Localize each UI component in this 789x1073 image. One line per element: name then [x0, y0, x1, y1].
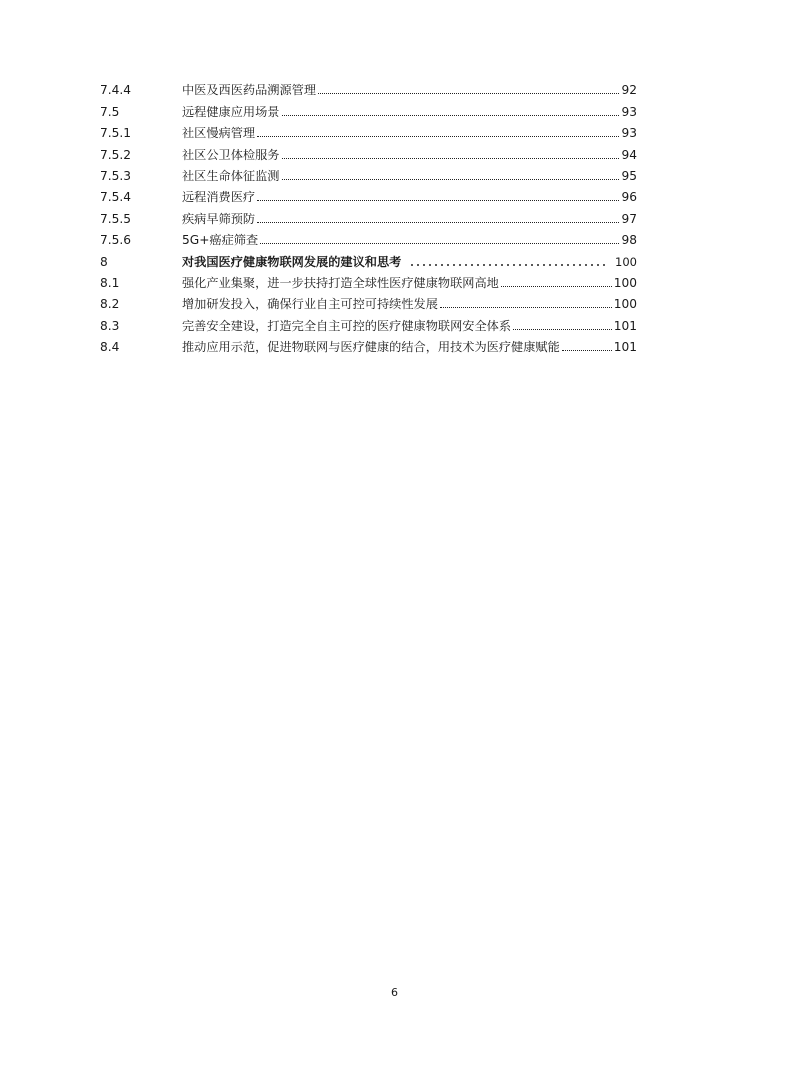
toc-entry-number: 7.5 — [100, 104, 120, 119]
toc-dot-leader — [282, 158, 620, 159]
toc-entry-page: 100 — [613, 297, 637, 312]
toc-entry-number: 8.2 — [100, 297, 120, 312]
toc-dot-leader — [257, 222, 619, 223]
toc-entry-page: 94 — [621, 147, 637, 162]
toc-dot-leader — [409, 264, 607, 266]
toc-entry-title: 对我国医疗健康物联网发展的建议和思考 — [182, 254, 402, 269]
toc-entry-title: 远程消费医疗 — [182, 190, 256, 205]
toc-entry-page: 92 — [621, 83, 637, 98]
toc-entry-title: 5G+癌症筛查 — [182, 233, 259, 248]
toc-chapter-entry[interactable] — [100, 247, 637, 268]
toc-entry-title: 远程健康应用场景 — [182, 104, 280, 119]
toc-entry[interactable] — [100, 162, 637, 183]
toc-entry-page: 97 — [621, 211, 637, 226]
toc-entry[interactable] — [100, 76, 637, 97]
toc-entry-title: 疾病早筛预防 — [182, 211, 256, 226]
toc-entry[interactable] — [100, 226, 637, 247]
toc-entry[interactable] — [100, 183, 637, 204]
toc-entry-number: 7.5.6 — [100, 233, 132, 248]
toc-entry-title: 社区公卫体检服务 — [182, 147, 280, 162]
toc-entry-page: 100 — [613, 275, 637, 290]
toc-dot-leader — [257, 200, 619, 201]
toc-entry[interactable] — [100, 290, 637, 311]
toc-entry-number: 8.3 — [100, 318, 120, 333]
toc-entry-title: 推动应用示范，促进物联网与医疗健康的结合，用技术为医疗健康赋能 — [182, 340, 560, 355]
toc-entry-title: 增加研发投入，确保行业自主可控可持续性发展 — [182, 297, 438, 312]
toc-entry-number: 7.4.4 — [100, 83, 132, 98]
toc-entry-page: 93 — [621, 126, 637, 141]
toc-entry-number: 7.5.1 — [100, 126, 132, 141]
toc-entry-page: 98 — [621, 233, 637, 248]
toc-entry-number: 8 — [100, 254, 108, 269]
table-of-contents — [100, 76, 637, 354]
toc-dot-leader — [513, 329, 612, 330]
toc-entry-page: 95 — [621, 168, 637, 183]
toc-entry-page: 101 — [613, 340, 637, 355]
toc-entry-number: 7.5.4 — [100, 190, 132, 205]
toc-entry-page: 101 — [613, 318, 637, 333]
toc-dot-leader — [440, 307, 612, 308]
toc-entry-title: 中医及西医药品溯源管理 — [182, 83, 317, 98]
toc-dot-leader — [282, 115, 620, 116]
toc-entry-number: 7.5.5 — [100, 211, 132, 226]
toc-entry[interactable] — [100, 204, 637, 225]
toc-entry[interactable] — [100, 333, 637, 354]
toc-entry-title: 社区慢病管理 — [182, 126, 256, 141]
page-number: 6 — [391, 986, 398, 999]
toc-entry-title: 完善安全建设，打造完全自主可控的医疗健康物联网安全体系 — [182, 318, 512, 333]
toc-dot-leader — [260, 243, 619, 244]
toc-entry[interactable] — [100, 97, 637, 118]
toc-entry[interactable] — [100, 140, 637, 161]
toc-entry-page: 96 — [621, 190, 637, 205]
toc-entry-page: 93 — [621, 104, 637, 119]
toc-entry-title: 强化产业集聚，进一步扶持打造全球性医疗健康物联网高地 — [182, 275, 499, 290]
toc-entry-number: 8.1 — [100, 275, 120, 290]
toc-entry-title: 社区生命体征监测 — [182, 168, 280, 183]
toc-entry-number: 7.5.3 — [100, 168, 132, 183]
toc-dot-leader — [501, 286, 612, 287]
toc-entry-page: 100 — [615, 254, 637, 269]
toc-entry[interactable] — [100, 119, 637, 140]
toc-dot-leader — [282, 179, 620, 180]
toc-entry-number: 8.4 — [100, 340, 120, 355]
toc-entry-number: 7.5.2 — [100, 147, 132, 162]
toc-dot-leader — [257, 136, 619, 137]
toc-entry[interactable] — [100, 269, 637, 290]
toc-entry[interactable] — [100, 311, 637, 332]
toc-dot-leader — [318, 93, 619, 94]
toc-dot-leader — [562, 350, 612, 351]
